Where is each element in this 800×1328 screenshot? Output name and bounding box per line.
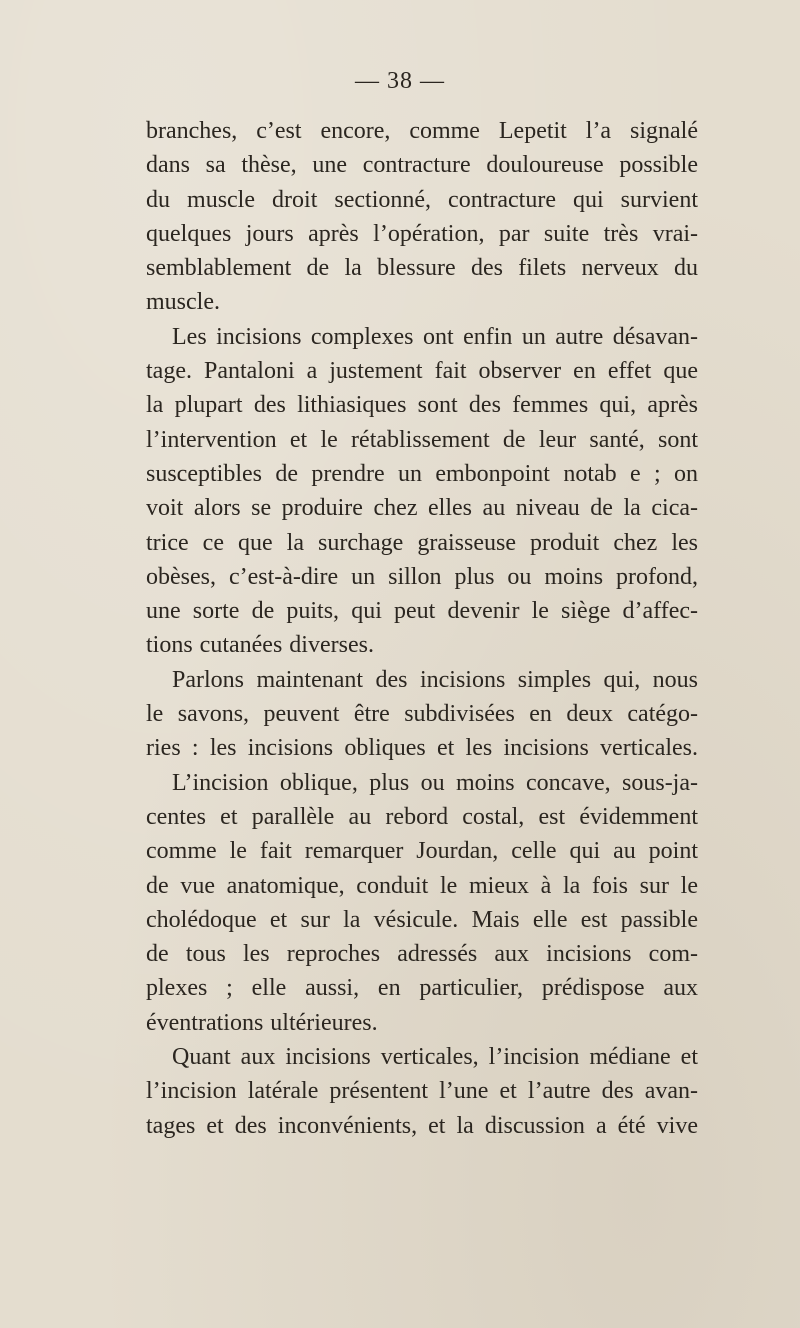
body-text (146, 114, 698, 1143)
text-line: muscle. (146, 289, 220, 316)
text-line: tages et des inconvénients, et la discussion a été vive (146, 1112, 698, 1139)
text-line: l’incision latérale présentent l’une et l’autre des avan- (146, 1078, 698, 1105)
text-line: tions cutanées diverses. (146, 632, 374, 659)
text-line: du muscle droit sectionné, contracture qui survient (146, 186, 698, 213)
text-line: branches, c’est encore, comme Lepetit l’a signalé (146, 118, 698, 144)
text-line: éventrations ultérieures. (146, 1009, 378, 1036)
text-line: semblablement de la blessure des filets nerveux du (146, 255, 698, 282)
text-line: obèses, c’est-à-dire un sillon plus ou moins profond, (146, 563, 698, 590)
text-line: cholédoque et sur la vésicule. Mais elle est passible (146, 906, 698, 933)
text-line: voit alors se produire chez elles au niveau de la cica- (146, 495, 698, 522)
text-line: tage. Pantaloni a justement fait observer en effet que (146, 358, 698, 385)
text-line: dans sa thèse, une contracture douloureuse possible (146, 152, 698, 179)
text-line: Quant aux incisions verticales, l’incision médiane et (172, 1044, 698, 1071)
text-line: susceptibles de prendre un embonpoint notab e ; on (146, 460, 698, 487)
text-line: centes et parallèle au rebord costal, est évidemment (146, 803, 698, 830)
text-line: Les incisions complexes ont enfin un autre désavan- (172, 323, 698, 350)
text-line: Parlons maintenant des incisions simples qui, nous (172, 666, 698, 693)
text-line: une sorte de puits, qui peut devenir le siège d’affec- (146, 598, 698, 625)
text-line: trice ce que la surchage graisseuse produit chez les (146, 529, 698, 556)
page-number: — 38 — (355, 68, 445, 94)
text-line: le savons, peuvent être subdivisées en deux catégo- (146, 701, 698, 728)
text-line: plexes ; elle aussi, en particulier, prédispose aux (146, 975, 698, 1002)
text-line: de tous les reproches adressés aux incisions com- (146, 941, 698, 968)
text-line: L’incision oblique, plus ou moins concave, sous-ja- (172, 769, 698, 796)
text-line: quelques jours après l’opération, par suite très vrai- (146, 220, 698, 247)
text-line: de vue anatomique, conduit le mieux à la fois sur le (146, 872, 698, 899)
text-line: l’intervention et le rétablissement de leur santé, sont (146, 426, 698, 453)
text-line: la plupart des lithiasiques sont des femmes qui, après (146, 392, 698, 419)
text-line: ries : les incisions obliques et les incisions verticales. (146, 735, 698, 762)
text-line: comme le fait remarquer Jourdan, celle qui au point (146, 838, 698, 865)
